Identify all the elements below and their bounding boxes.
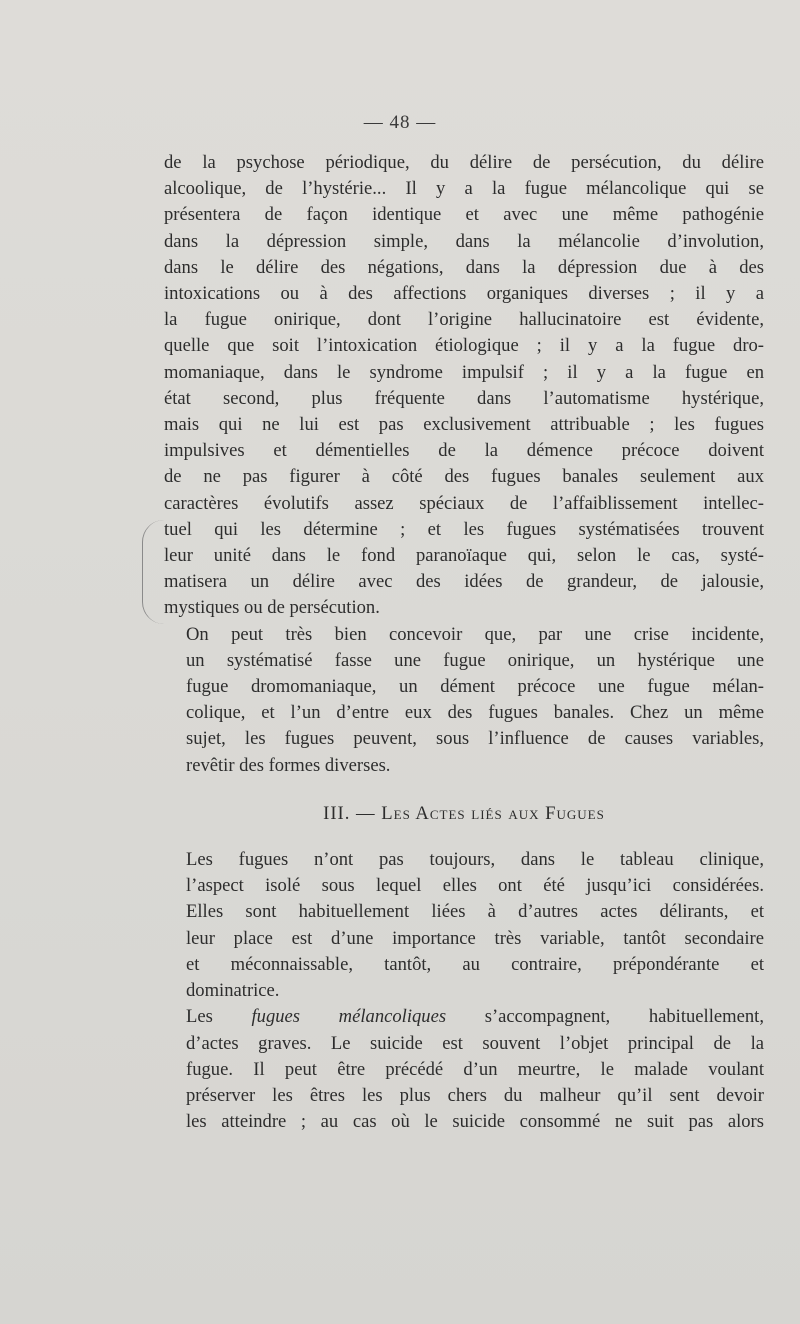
text-line: [164, 1004, 764, 1030]
text-line: impulsives et démentielles de la démence précoce doivent: [164, 440, 764, 462]
text-run: s’accompagnent, habituellement,: [484, 1006, 764, 1028]
text-line: d’actes graves. Le suicide est souvent l’objet principal de la: [186, 1032, 764, 1054]
text-line: la fugue onirique, dont l’origine hallucinatoire est évidente,: [164, 309, 764, 331]
text-line: un systématisé fasse une fugue onirique, un hystérique une: [186, 649, 764, 671]
text-line: caractères évolutifs assez spéciaux de l’affaiblissement intellec-: [164, 492, 764, 514]
text-run: Les: [186, 1006, 213, 1028]
paragraph-4: [164, 1004, 764, 1135]
text-line: de la psychose périodique, du délire de persécution, du délire: [164, 152, 764, 173]
text-line: préserver les êtres les plus chers du malheur qu’il sent devoir: [186, 1084, 764, 1106]
italic-term: fugues mélancoliques: [251, 1006, 447, 1028]
paragraph-2: [164, 622, 764, 779]
text-line: fugue dromomaniaque, un dément précoce une fugue mélan-: [186, 676, 764, 698]
section-number: III.: [323, 802, 351, 824]
text-line: état second, plus fréquente dans l’automatisme hystérique,: [164, 387, 764, 409]
text-line: dominatrice.: [186, 980, 280, 1002]
section-heading: [164, 801, 764, 827]
text-line: Elles sont habituellement liées à d’autres actes délirants, et: [186, 901, 764, 923]
paragraph-1: [164, 150, 764, 622]
text-line: sujet, les fugues peuvent, sous l’influence de causes variables,: [186, 728, 764, 750]
paragraph-3: [164, 847, 764, 1004]
text-line: leur place est d’une importance très variable, tantôt secondaire: [186, 927, 764, 949]
page-number: — 48 —: [363, 112, 437, 133]
text-line: présentera de façon identique et avec une même pathogénie: [164, 204, 764, 226]
text-line: et méconnaissable, tantôt, au contraire, prépondérante et: [186, 953, 764, 975]
text-line: leur unité dans le fond paranoïaque qui, selon le cas, systé-: [164, 545, 764, 567]
section-dash: —: [356, 802, 376, 824]
text-line: On peut très bien concevoir que, par une crise incidente,: [186, 623, 764, 645]
text-line: dans la dépression simple, dans la mélancolie d’involution,: [164, 230, 764, 252]
text-line: colique, et l’un d’entre eux des fugues banales. Chez un même: [186, 702, 764, 724]
body-text: [164, 150, 764, 1135]
text-line: matisera un délire avec des idées de grandeur, de jalousie,: [164, 571, 764, 593]
section-title: Les Actes liés aux Fugues: [381, 802, 605, 824]
text-line: les atteindre ; au cas où le suicide consommé ne suit pas alors: [186, 1111, 764, 1133]
text-line: quelle que soit l’intoxication étiologique ; il y a la fugue dro-: [164, 335, 764, 357]
text-line: alcoolique, de l’hystérie... Il y a la fugue mélancolique qui se: [164, 178, 764, 200]
text-line: Les fugues n’ont pas toujours, dans le tableau clinique,: [186, 849, 764, 871]
text-line: fugue. Il peut être précédé d’un meurtre, le malade voulant: [186, 1058, 764, 1080]
text-line: mystiques ou de persécution.: [164, 597, 380, 619]
text-line: tuel qui les détermine ; et les fugues systématisées trouvent: [164, 518, 764, 540]
text-line: l’aspect isolé sous lequel elles ont été jusqu’ici considérées.: [186, 875, 764, 897]
text-line: dans le délire des négations, dans la dépression due à des: [164, 256, 764, 278]
text-line: intoxications ou à des affections organiques diverses ; il y a: [164, 283, 764, 305]
text-line: de ne pas figurer à côté des fugues banales seulement aux: [164, 466, 764, 488]
text-line: revêtir des formes diverses.: [186, 754, 391, 776]
text-line: mais qui ne lui est pas exclusivement attribuable ; les fugues: [164, 414, 764, 436]
text-line: momaniaque, dans le syndrome impulsif ; il y a la fugue en: [164, 361, 764, 383]
